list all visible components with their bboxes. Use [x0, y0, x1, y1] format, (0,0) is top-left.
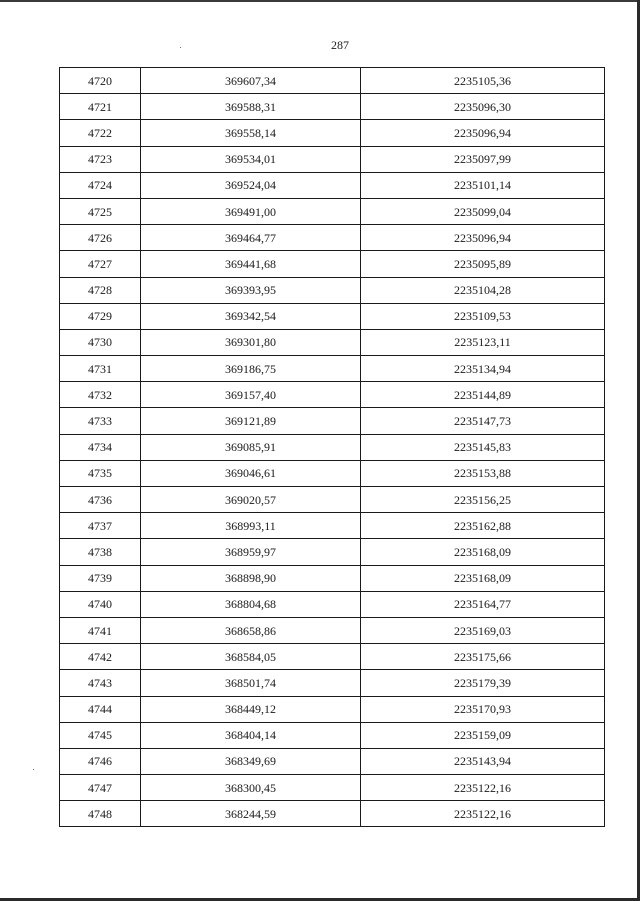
table-row — [60, 591, 605, 617]
table-row — [60, 356, 605, 382]
point-id-cell: 4748 — [60, 801, 141, 827]
x-coordinate-cell: 368244,59 — [141, 801, 361, 827]
y-coordinate-cell: 2235179,39 — [361, 670, 605, 696]
x-coordinate-cell: 368959,97 — [141, 539, 361, 565]
point-id-cell: 4729 — [60, 303, 141, 329]
y-coordinate-cell: 2235168,09 — [361, 539, 605, 565]
x-coordinate-cell: 369534,01 — [141, 146, 361, 172]
table-row — [60, 146, 605, 172]
coordinate-table-body — [60, 68, 605, 827]
point-id-cell: 4723 — [60, 146, 141, 172]
point-id-cell: 4739 — [60, 565, 141, 591]
x-coordinate-cell: 369342,54 — [141, 303, 361, 329]
y-coordinate-cell: 2235097,99 — [361, 146, 605, 172]
point-id-cell: 4735 — [60, 460, 141, 486]
point-id-cell: 4740 — [60, 591, 141, 617]
point-id-cell: 4744 — [60, 696, 141, 722]
point-id-cell: 4722 — [60, 120, 141, 146]
y-coordinate-cell: 2235096,94 — [361, 120, 605, 146]
scan-speck — [180, 47, 181, 48]
point-id-cell: 4726 — [60, 225, 141, 251]
y-coordinate-cell: 2235175,66 — [361, 644, 605, 670]
table-row — [60, 696, 605, 722]
table-row — [60, 225, 605, 251]
table-row — [60, 303, 605, 329]
page-number: 287 — [331, 38, 349, 52]
x-coordinate-cell: 369121,89 — [141, 408, 361, 434]
table-row — [60, 722, 605, 748]
point-id-cell: 4742 — [60, 644, 141, 670]
point-id-cell: 4737 — [60, 513, 141, 539]
point-id-cell: 4736 — [60, 487, 141, 513]
point-id-cell: 4720 — [60, 68, 141, 94]
x-coordinate-cell: 369441,68 — [141, 251, 361, 277]
x-coordinate-cell: 368449,12 — [141, 696, 361, 722]
x-coordinate-cell: 369301,80 — [141, 329, 361, 355]
table-row — [60, 775, 605, 801]
x-coordinate-cell: 369607,34 — [141, 68, 361, 94]
x-coordinate-cell: 368898,90 — [141, 565, 361, 591]
x-coordinate-cell: 368404,14 — [141, 722, 361, 748]
point-id-cell: 4745 — [60, 722, 141, 748]
coordinate-table-container — [59, 67, 605, 827]
x-coordinate-cell: 369464,77 — [141, 225, 361, 251]
y-coordinate-cell: 2235156,25 — [361, 487, 605, 513]
point-id-cell: 4721 — [60, 94, 141, 120]
point-id-cell: 4738 — [60, 539, 141, 565]
table-row — [60, 68, 605, 94]
table-row — [60, 565, 605, 591]
table-row — [60, 513, 605, 539]
x-coordinate-cell: 368300,45 — [141, 775, 361, 801]
table-row — [60, 460, 605, 486]
point-id-cell: 4725 — [60, 198, 141, 224]
x-coordinate-cell: 368993,11 — [141, 513, 361, 539]
x-coordinate-cell: 369020,57 — [141, 487, 361, 513]
y-coordinate-cell: 2235134,94 — [361, 356, 605, 382]
table-row — [60, 670, 605, 696]
x-coordinate-cell: 369588,31 — [141, 94, 361, 120]
point-id-cell: 4731 — [60, 356, 141, 382]
table-row — [60, 172, 605, 198]
table-row — [60, 251, 605, 277]
table-row — [60, 94, 605, 120]
point-id-cell: 4743 — [60, 670, 141, 696]
table-row — [60, 382, 605, 408]
x-coordinate-cell: 369085,91 — [141, 434, 361, 460]
table-row — [60, 617, 605, 643]
y-coordinate-cell: 2235168,09 — [361, 565, 605, 591]
point-id-cell: 4727 — [60, 251, 141, 277]
point-id-cell: 4747 — [60, 775, 141, 801]
y-coordinate-cell: 2235109,53 — [361, 303, 605, 329]
y-coordinate-cell: 2235104,28 — [361, 277, 605, 303]
point-id-cell: 4741 — [60, 617, 141, 643]
table-row — [60, 434, 605, 460]
y-coordinate-cell: 2235145,83 — [361, 434, 605, 460]
point-id-cell: 4733 — [60, 408, 141, 434]
y-coordinate-cell: 2235159,09 — [361, 722, 605, 748]
y-coordinate-cell: 2235123,11 — [361, 329, 605, 355]
table-row — [60, 644, 605, 670]
y-coordinate-cell: 2235162,88 — [361, 513, 605, 539]
table-row — [60, 801, 605, 827]
table-row — [60, 329, 605, 355]
point-id-cell: 4730 — [60, 329, 141, 355]
point-id-cell: 4728 — [60, 277, 141, 303]
table-row — [60, 408, 605, 434]
x-coordinate-cell: 369491,00 — [141, 198, 361, 224]
y-coordinate-cell: 2235122,16 — [361, 801, 605, 827]
x-coordinate-cell: 369157,40 — [141, 382, 361, 408]
y-coordinate-cell: 2235095,89 — [361, 251, 605, 277]
x-coordinate-cell: 369186,75 — [141, 356, 361, 382]
page-edge-top — [0, 0, 640, 2]
x-coordinate-cell: 369046,61 — [141, 460, 361, 486]
x-coordinate-cell: 368501,74 — [141, 670, 361, 696]
coordinate-table — [59, 67, 605, 827]
y-coordinate-cell: 2235096,94 — [361, 225, 605, 251]
table-row — [60, 539, 605, 565]
point-id-cell: 4724 — [60, 172, 141, 198]
y-coordinate-cell: 2235099,04 — [361, 198, 605, 224]
y-coordinate-cell: 2235147,73 — [361, 408, 605, 434]
point-id-cell: 4734 — [60, 434, 141, 460]
x-coordinate-cell: 369558,14 — [141, 120, 361, 146]
table-row — [60, 487, 605, 513]
x-coordinate-cell: 368804,68 — [141, 591, 361, 617]
y-coordinate-cell: 2235096,30 — [361, 94, 605, 120]
point-id-cell: 4746 — [60, 748, 141, 774]
y-coordinate-cell: 2235144,89 — [361, 382, 605, 408]
y-coordinate-cell: 2235122,16 — [361, 775, 605, 801]
y-coordinate-cell: 2235143,94 — [361, 748, 605, 774]
x-coordinate-cell: 369393,95 — [141, 277, 361, 303]
y-coordinate-cell: 2235170,93 — [361, 696, 605, 722]
x-coordinate-cell: 368584,05 — [141, 644, 361, 670]
x-coordinate-cell: 368658,86 — [141, 617, 361, 643]
table-row — [60, 120, 605, 146]
y-coordinate-cell: 2235105,36 — [361, 68, 605, 94]
x-coordinate-cell: 368349,69 — [141, 748, 361, 774]
x-coordinate-cell: 369524,04 — [141, 172, 361, 198]
table-row — [60, 198, 605, 224]
y-coordinate-cell: 2235101,14 — [361, 172, 605, 198]
y-coordinate-cell: 2235164,77 — [361, 591, 605, 617]
point-id-cell: 4732 — [60, 382, 141, 408]
scan-speck — [33, 769, 34, 770]
table-row — [60, 748, 605, 774]
y-coordinate-cell: 2235169,03 — [361, 617, 605, 643]
table-row — [60, 277, 605, 303]
y-coordinate-cell: 2235153,88 — [361, 460, 605, 486]
